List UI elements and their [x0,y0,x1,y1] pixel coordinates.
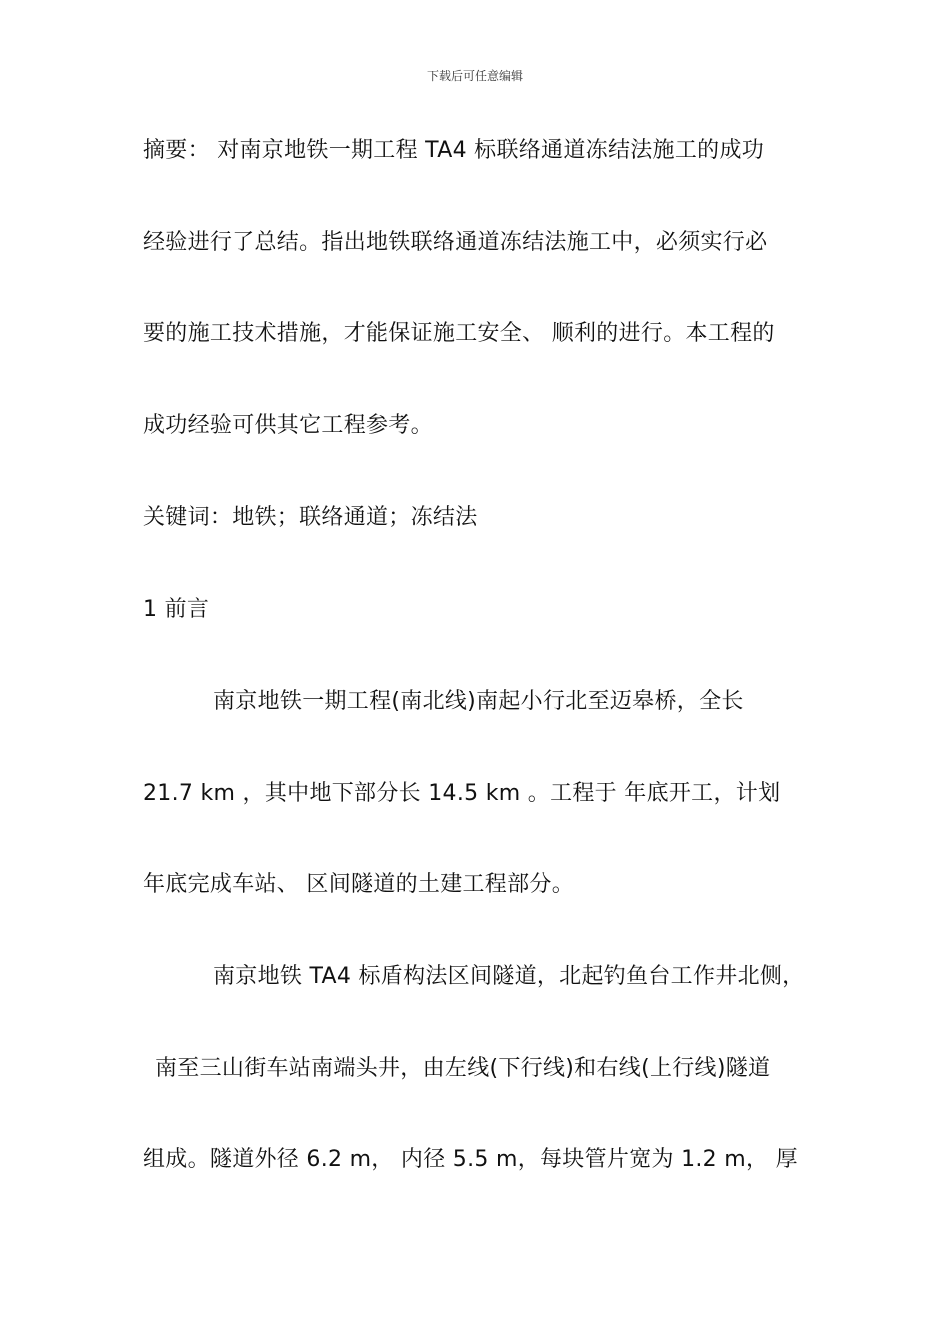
abstract-line-4: 成功经验可供其它工程参考。 [143,413,433,438]
paragraph-1-line-2: 21.7 km ，其中地下部分长 14.5 km 。工程于 年底开工，计划 [143,781,781,806]
abstract-line-3: 要的施工技术措施，才能保证施工安全、 顺利的进行。本工程的 [143,321,775,346]
paragraph-2-line-1: 南京地铁 TA4 标盾构法区间隧道，北起钓鱼台工作井北侧， [213,964,805,989]
paragraph-2-line-3: 组成。隧道外径 6.2 m， 内径 5.5 m，每块管片宽为 1.2 m， 厚 [143,1147,798,1172]
paragraph-1-line-3: 年底完成车站、 区间隧道的土建工程部分。 [143,872,574,897]
paragraph-2-line-2: 南至三山街车站南端头井，由左线(下行线)和右线(上行线)隧道 [155,1056,771,1081]
section-heading: 1 前言 [143,597,210,622]
abstract-line-1: 摘要： 对南京地铁一期工程 TA4 标联络通道冻结法施工的成功 [143,138,765,163]
paragraph-1-line-1: 南京地铁一期工程(南北线)南起小行北至迈皋桥，全长 [213,689,744,714]
keywords-line: 关键词：地铁；联络通道；冻结法 [143,505,478,530]
page-header: 下载后可任意编辑 [426,69,523,83]
abstract-line-2: 经验进行了总结。指出地铁联络通道冻结法施工中，必须实行必 [143,230,768,255]
